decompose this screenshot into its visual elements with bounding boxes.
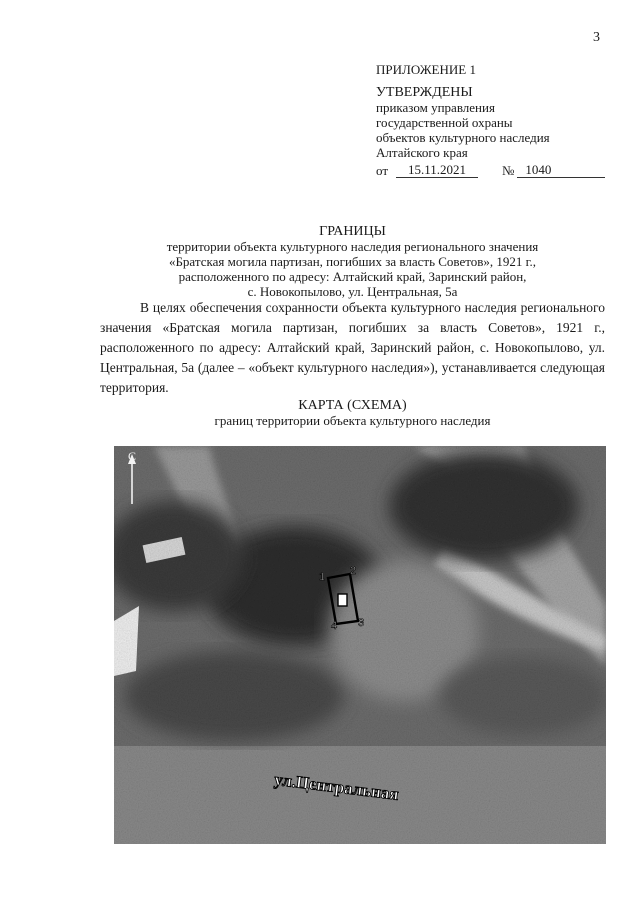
approved-label: УТВЕРЖДЕНЫ bbox=[376, 85, 473, 100]
from-label: от bbox=[376, 163, 389, 178]
appendix-label: ПРИЛОЖЕНИЕ 1 bbox=[376, 62, 476, 77]
order-number: 1040 bbox=[517, 163, 605, 178]
point-label: 3 bbox=[358, 617, 365, 629]
approval-line: объектов культурного наследия bbox=[376, 130, 550, 145]
approval-line: Алтайского края bbox=[376, 145, 468, 160]
map-title: КАРТА (СХЕМА) bbox=[298, 398, 407, 413]
heading-line: «Братская могила партизан, погибших за власть Советов», 1921 г., bbox=[168, 254, 537, 269]
number-label: № bbox=[502, 163, 515, 178]
north-label: С bbox=[128, 449, 137, 463]
document-heading bbox=[100, 224, 605, 299]
point-label: 1 bbox=[319, 571, 326, 583]
order-details bbox=[376, 163, 616, 178]
street-label: ул.Центральная bbox=[273, 769, 400, 804]
heading-title: ГРАНИЦЫ bbox=[319, 224, 386, 239]
map-image bbox=[114, 446, 606, 844]
order-date: 15.11.2021 bbox=[396, 163, 478, 178]
monument-marker-icon bbox=[338, 594, 347, 606]
map-subtitle: границ территории объекта культурного наследия bbox=[214, 413, 491, 428]
approval-line: государственной охраны bbox=[376, 115, 513, 130]
page-number: 3 bbox=[593, 30, 600, 45]
approval-line: приказом управления bbox=[376, 100, 495, 115]
heading-line: расположенного по адресу: Алтайский край, Заринский район, bbox=[178, 269, 527, 284]
point-label: 2 bbox=[350, 565, 357, 577]
heading-line: с. Новокопылово, ул. Центральная, 5а bbox=[247, 284, 458, 299]
heading-line: территории объекта культурного наследия регионального значения bbox=[166, 239, 539, 254]
point-label: 4 bbox=[331, 620, 338, 632]
map-heading bbox=[100, 398, 605, 428]
body-paragraph: В целях обеспечения сохранности объекта культурного наследия регионального значения «Братская могила партизан, погибших за власть Советов», 1921 г., расположенного по адресу: Алтайский край, Заринский район, с. Новокопылово, ул. Центральная, 5а (далее – «объект культурного наследия»), устанавливается следующая территория. bbox=[100, 300, 605, 395]
approval-block bbox=[376, 62, 616, 178]
